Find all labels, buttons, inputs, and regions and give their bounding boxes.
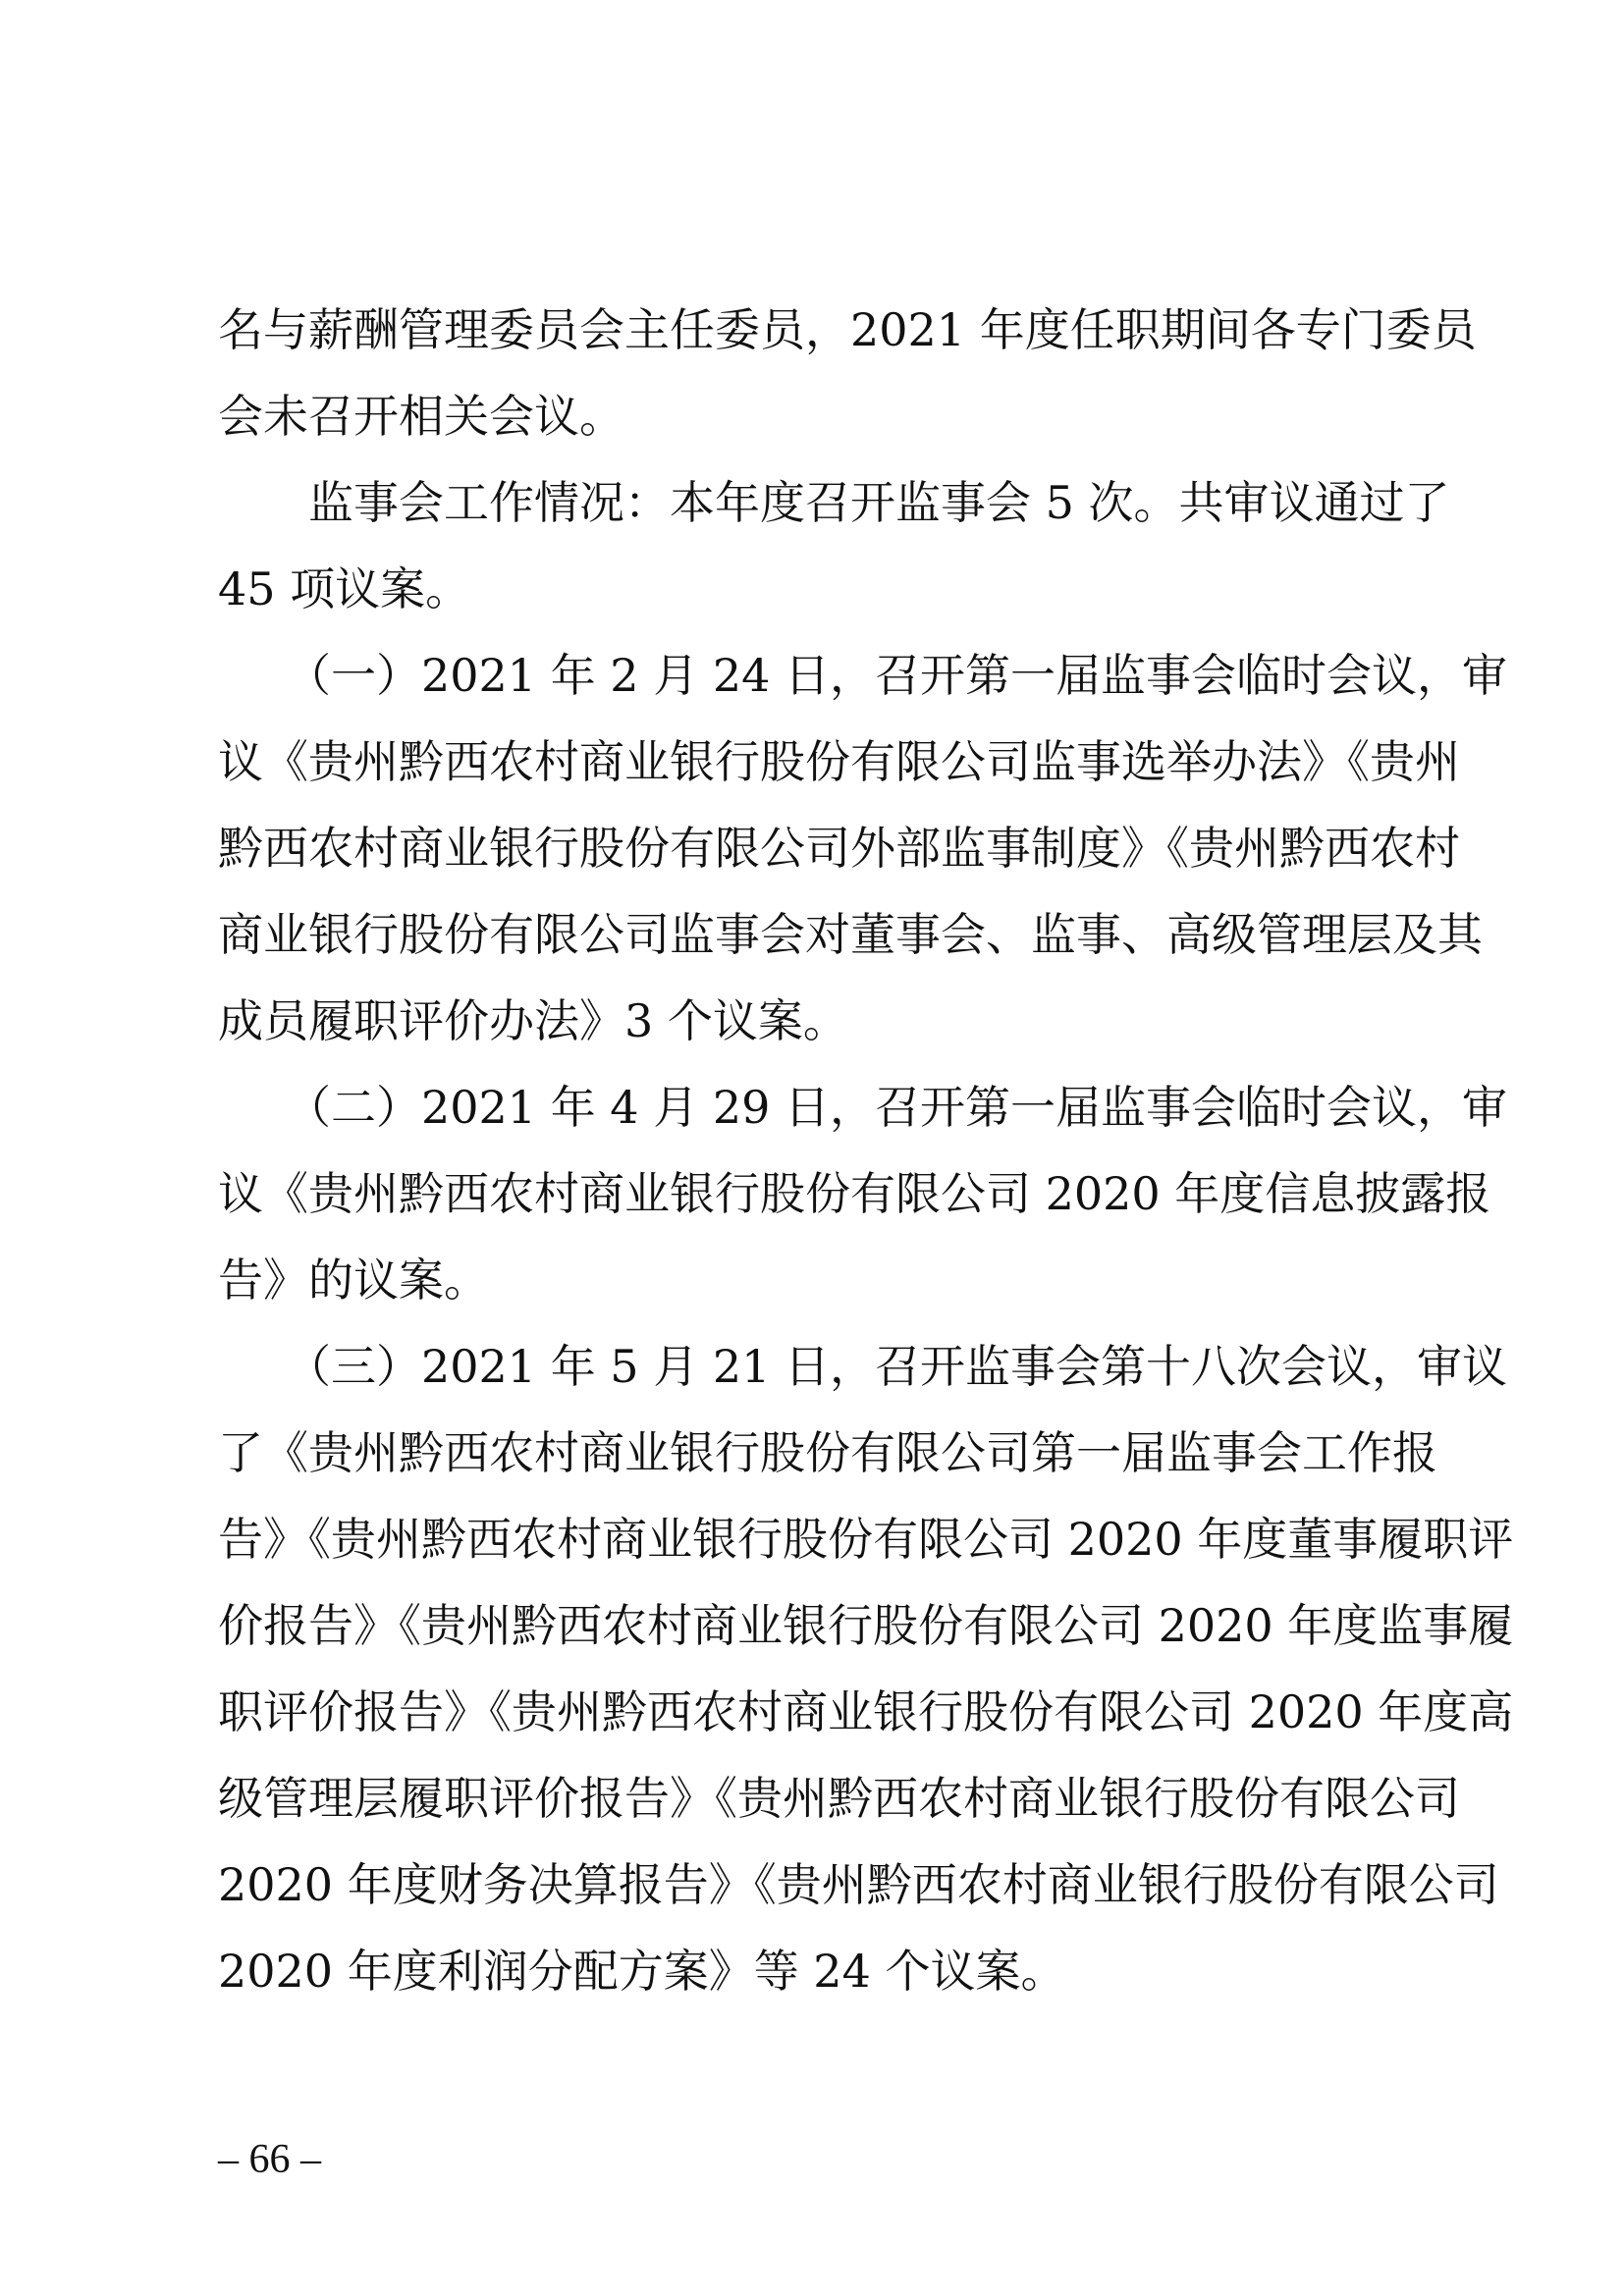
text-line: 告》《贵州黔西农村商业银行股份有限公司 2020 年度董事履职评 bbox=[218, 1513, 1514, 1566]
text-line: 了《贵州黔西农村商业银行股份有限公司第一届监事会工作报 bbox=[218, 1426, 1437, 1479]
text-line: （一）2021 年 2 月 24 日，召开第一届监事会临时会议，审 bbox=[218, 649, 1507, 702]
text-line: 级管理层履职评价报告》《贵州黔西农村商业银行股份有限公司 bbox=[218, 1772, 1460, 1825]
text-line: （三）2021 年 5 月 21 日，召开监事会第十八次会议，审议 bbox=[218, 1340, 1507, 1393]
text-line: 成员履职评价办法》3 个议案。 bbox=[218, 994, 848, 1047]
text-line: （二）2021 年 4 月 29 日，召开第一届监事会临时会议，审 bbox=[218, 1081, 1507, 1134]
body-text bbox=[218, 287, 1514, 2014]
text-line: 职评价报告》《贵州黔西农村商业银行股份有限公司 2020 年度高 bbox=[218, 1685, 1514, 1738]
text-line: 商业银行股份有限公司监事会对董事会、监事、高级管理层及其 bbox=[218, 908, 1483, 961]
text-line: 2020 年度财务决算报告》《贵州黔西农村商业银行股份有限公司 bbox=[218, 1858, 1499, 1911]
text-line: 名与薪酬管理委员会主任委员，2021 年度任职期间各专门委员 bbox=[218, 303, 1477, 356]
text-line: 2020 年度利润分配方案》等 24 个议案。 bbox=[218, 1945, 1066, 1998]
text-line: 议《贵州黔西农村商业银行股份有限公司监事选举办法》《贵州 bbox=[218, 735, 1460, 788]
text-line: 45 项议案。 bbox=[218, 562, 471, 615]
text-line: 黔西农村商业银行股份有限公司外部监事制度》《贵州黔西农村 bbox=[218, 822, 1460, 875]
text-line: 议《贵州黔西农村商业银行股份有限公司 2020 年度信息披露报 bbox=[218, 1167, 1491, 1220]
text-line: 监事会工作情况：本年度召开监事会 5 次。共审议通过了 bbox=[218, 476, 1450, 529]
text-line: 价报告》《贵州黔西农村商业银行股份有限公司 2020 年度监事履 bbox=[218, 1599, 1514, 1652]
page-number: – 66 – bbox=[218, 2137, 321, 2182]
text-line: 会未召开相关会议。 bbox=[218, 390, 624, 443]
text-line: 告》的议案。 bbox=[218, 1254, 489, 1307]
